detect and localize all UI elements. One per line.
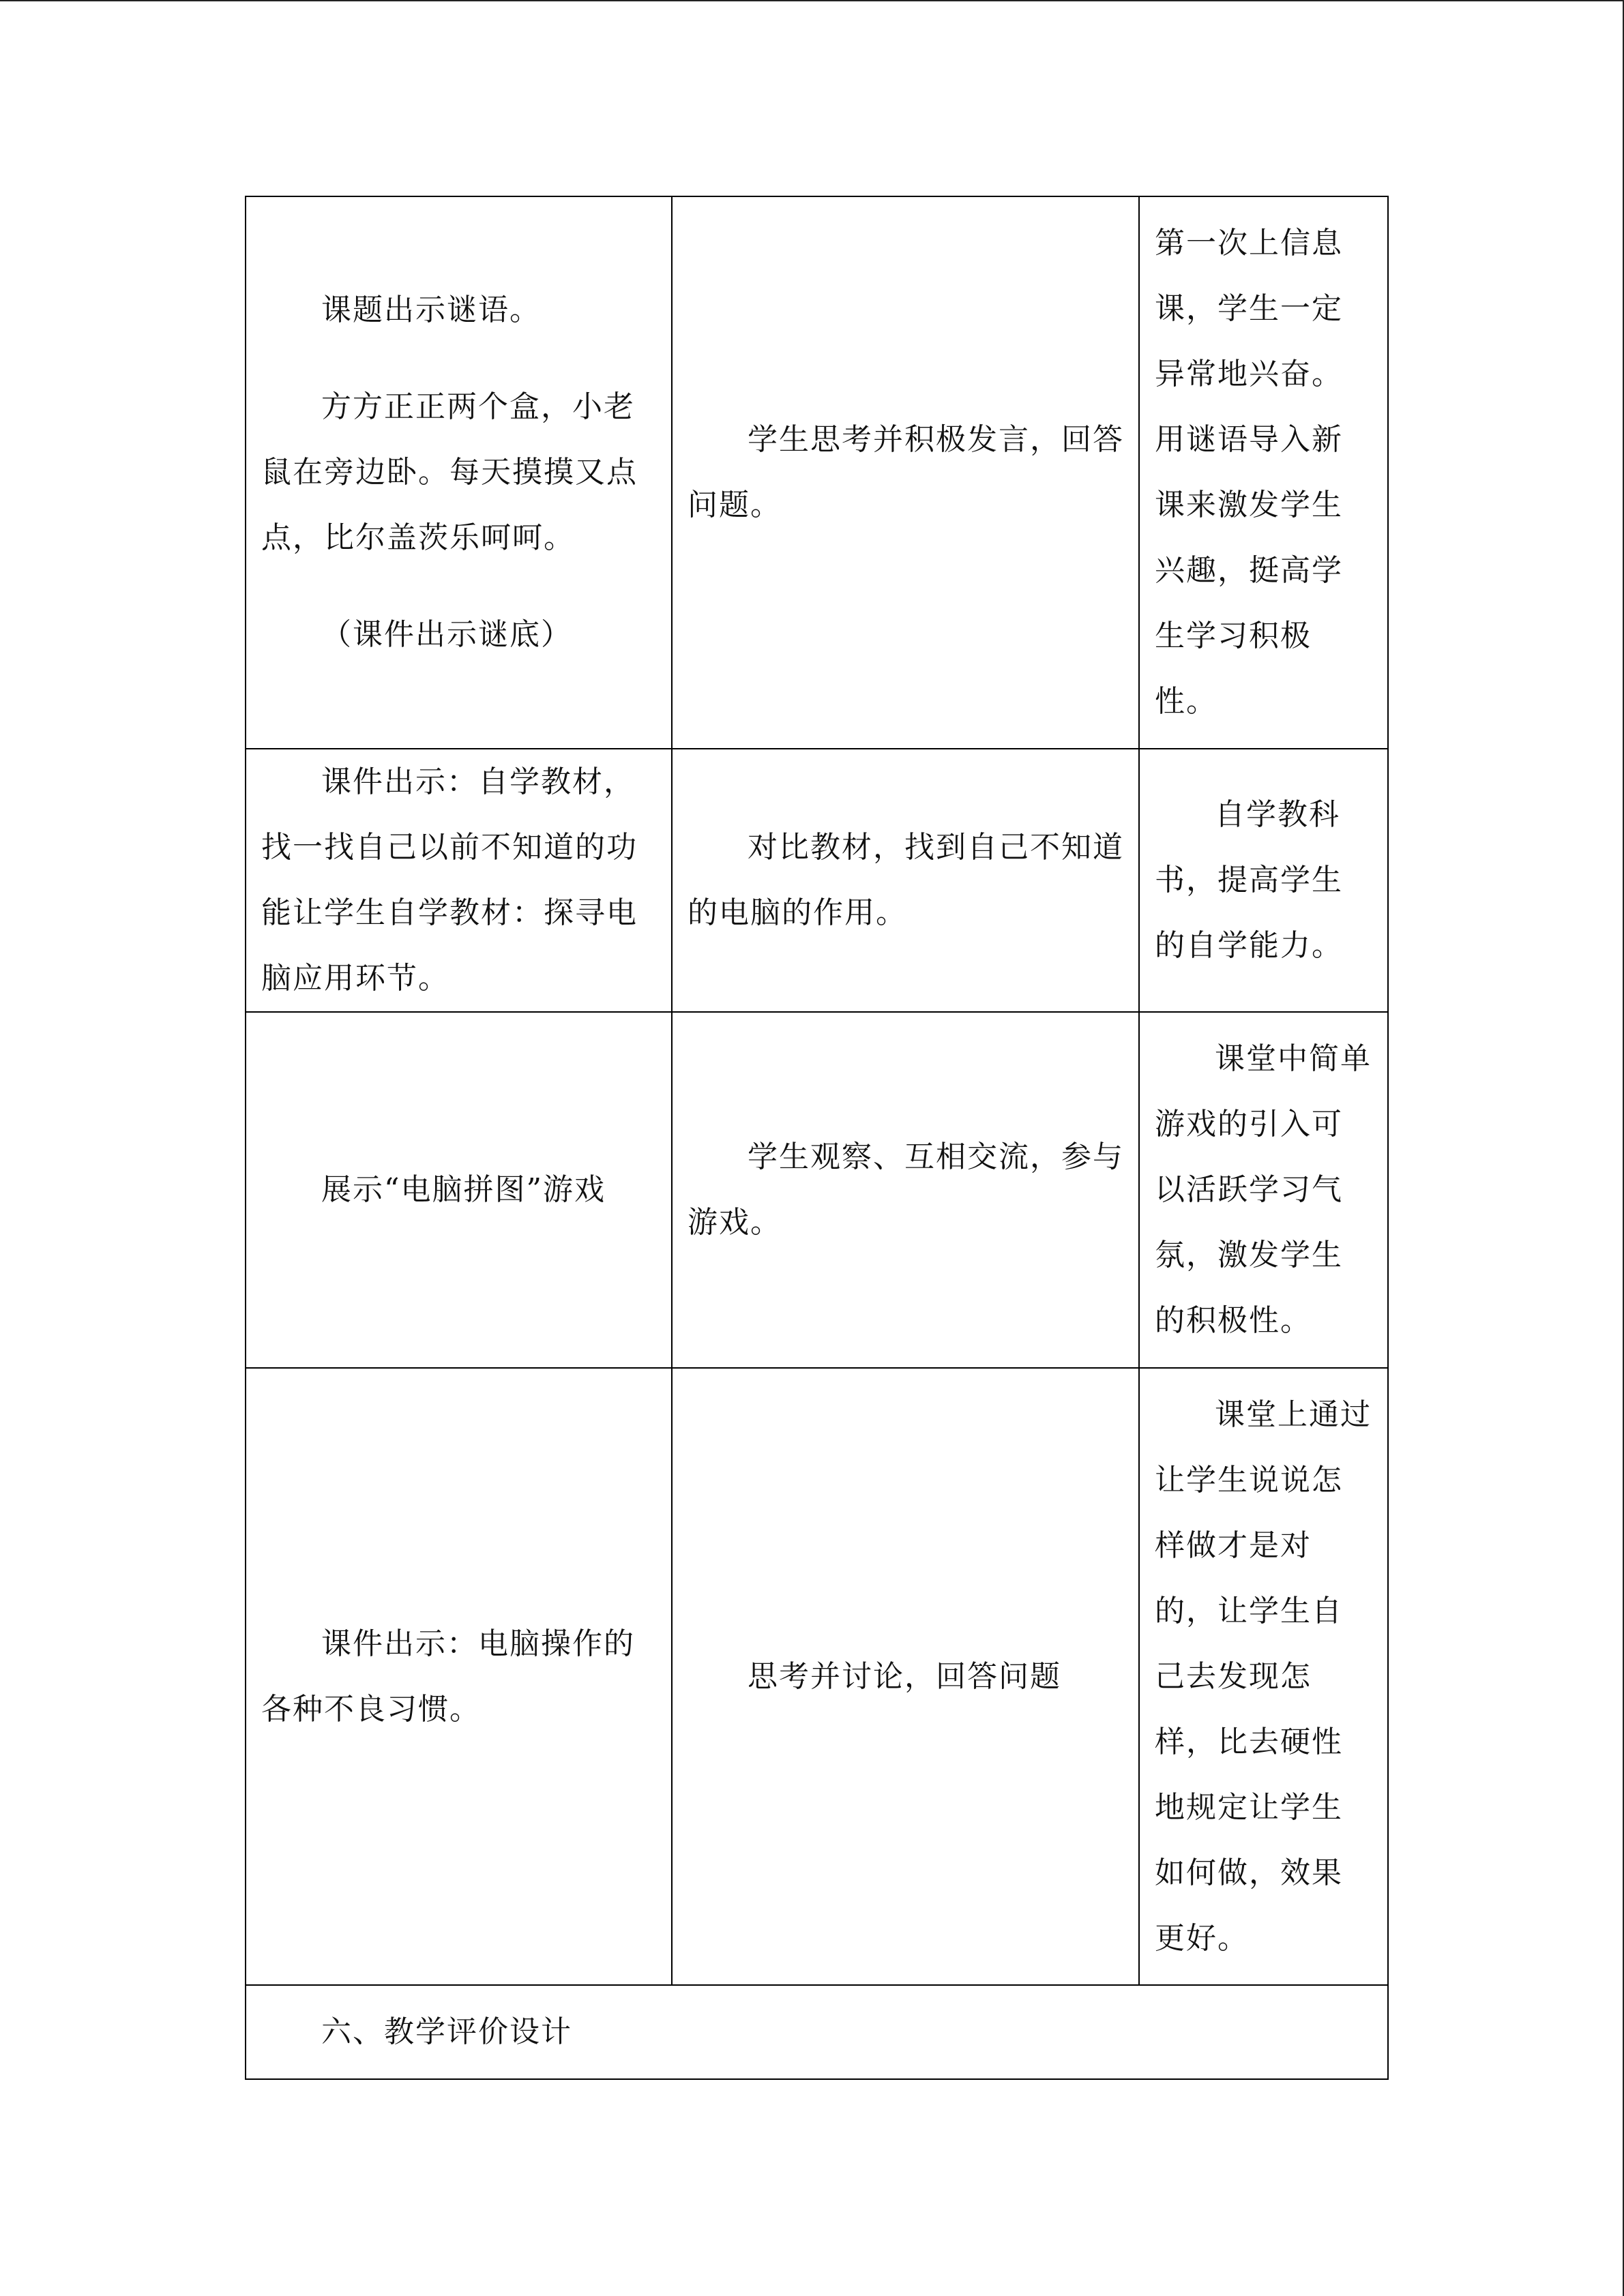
design-intent-cell <box>1139 1012 1388 1368</box>
teacher-activity-text: （课件出示谜底） <box>321 617 572 652</box>
teacher-activity-cell <box>246 1012 672 1368</box>
teacher-activity-cell <box>246 196 672 749</box>
student-activity-text: 学生思考并积极发言，回答问题。 <box>688 422 1124 522</box>
student-activity-text: 学生观察、互相交流，参与游戏。 <box>688 1139 1124 1240</box>
teacher-activity-text: 展示“电脑拼图”游戏 <box>321 1172 606 1207</box>
teacher-activity-text: 课件出示：电脑操作的各种不良习惯。 <box>261 1626 635 1727</box>
student-activity-cell <box>672 196 1139 749</box>
table-row <box>246 1012 1388 1368</box>
student-activity-cell <box>672 1368 1139 1985</box>
design-intent-cell <box>1139 196 1388 749</box>
student-activity-cell <box>672 1012 1139 1368</box>
design-intent-text: 第一次上信息课，学生一定异常地兴奋。用谜语导入新课来激发学生兴趣，挺高学生学习积极性。 <box>1155 226 1343 719</box>
table-row <box>246 196 1388 749</box>
section-heading-row <box>246 1985 1388 2079</box>
teacher-activity-text: 课题出示谜语。 <box>321 293 541 327</box>
table-row <box>246 1368 1388 1985</box>
design-intent-text: 课堂上通过让学生说说怎样做才是对的，让学生自己去发现怎样，比去硬性地规定让学生如何做，效果更好。 <box>1155 1397 1372 1956</box>
table-row <box>246 749 1388 1012</box>
design-intent-cell <box>1139 749 1388 1012</box>
section-heading: 六、教学评价设计 <box>321 2014 572 2049</box>
design-intent-text: 课堂中简单游戏的引入可以活跃学习气氛，激发学生的积极性。 <box>1155 1041 1372 1338</box>
teacher-activity-cell <box>246 1368 672 1985</box>
teacher-activity-text: 课件出示：自学教材，找一找自己以前不知道的功能让学生自学教材：探寻电脑应用环节。 <box>261 764 638 996</box>
design-intent-cell <box>1139 1368 1388 1985</box>
student-activity-text: 对比教材，找到自己不知道的电脑的作用。 <box>688 830 1124 930</box>
teacher-activity-cell <box>246 749 672 1012</box>
teacher-activity-text: 方方正正两个盒，小老鼠在旁边卧。每天摸摸又点点，比尔盖茨乐呵呵。 <box>261 389 638 555</box>
student-activity-text: 思考并讨论，回答问题 <box>748 1658 1061 1694</box>
student-activity-cell <box>672 749 1139 1012</box>
design-intent-text: 自学教科书，提高学生的自学能力。 <box>1155 797 1343 963</box>
section-heading-cell <box>246 1985 1388 2079</box>
lesson-plan-table <box>245 196 1389 2080</box>
